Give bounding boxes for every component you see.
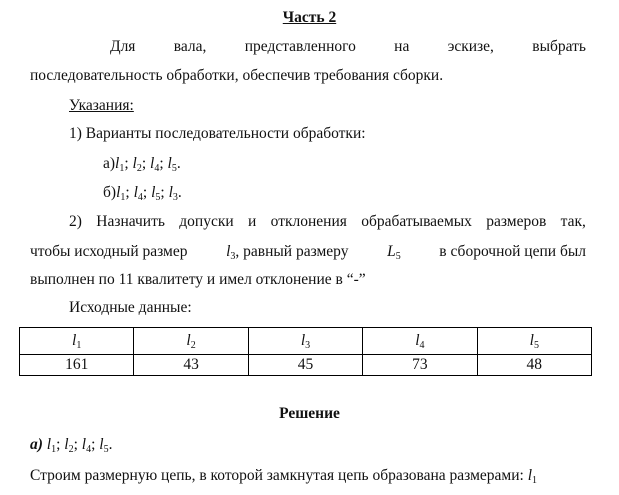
source-data-table xyxy=(19,327,592,376)
table-header-row xyxy=(20,328,592,355)
table-header-cell: $l_3$ xyxy=(248,328,362,355)
table-header-cell: $l_1$ xyxy=(20,328,134,355)
option-a-label: а) xyxy=(103,155,116,172)
table-cell: 45 xyxy=(248,355,362,376)
table-header-cell: $l_4$ xyxy=(363,328,477,355)
instruction-item-1: 1) Варианты последовательности обработки: xyxy=(69,125,366,142)
table-header-cell: $l_5$ xyxy=(477,328,591,355)
item2-word: так, xyxy=(560,213,586,230)
table-cell: 43 xyxy=(134,355,248,376)
table-cell: 161 xyxy=(20,355,134,376)
solution-a-label: а) xyxy=(30,436,43,453)
task-word: вала, xyxy=(173,38,207,55)
table-header-cell: $l_2$ xyxy=(134,328,248,355)
option-b-label: б) xyxy=(103,184,117,201)
option-b: $б)l_1$; $l_4$; $l_5$; $l_3$. xyxy=(103,184,182,203)
instruction-item-2-line-1 xyxy=(30,212,586,232)
item2-word: размеров xyxy=(486,213,547,230)
task-line-2: последовательность обработки, обеспечив требования сборки. xyxy=(30,67,444,84)
task-line-1 xyxy=(30,37,586,57)
source-data-heading: Исходные данные: xyxy=(69,299,192,316)
item2-text: чтобы исходный размер xyxy=(30,243,188,260)
table-cell: 48 xyxy=(477,355,591,376)
solution-text: Строим размерную цепь, в которой замкнутая цепь образована размерами: $l_1$ xyxy=(30,467,537,486)
task-word: представленного xyxy=(244,38,356,55)
table-row xyxy=(20,355,592,376)
option-a: $а)l_1$; $l_2$; $l_4$; $l_5$. xyxy=(103,155,181,174)
solution-heading: Решение xyxy=(279,405,340,422)
item2-word: отклонения xyxy=(270,213,347,230)
item2-text: в сборочной цепи был xyxy=(439,243,586,260)
item2-word: Назначить xyxy=(96,213,165,230)
solution-option-a: а) $l_1$; $l_2$; $l_4$; $l_5$. xyxy=(30,436,113,455)
instruction-item-2-line-3: выполнен по 11 квалитету и имел отклонение в “-” xyxy=(30,271,366,288)
task-word: эскизе, xyxy=(447,38,494,55)
task-word: выбрать xyxy=(532,38,586,55)
item2-word: и xyxy=(248,213,257,230)
table-cell: 73 xyxy=(363,355,477,376)
item2-word: обрабатываемых xyxy=(361,213,472,230)
task-word: на xyxy=(394,38,410,55)
item2-word: 2) xyxy=(69,213,82,230)
item2-word: допуски xyxy=(179,213,234,230)
task-word: Для xyxy=(110,38,136,55)
instructions-heading: Указания: xyxy=(69,97,134,114)
instruction-item-2-line-2: чтобы исходный размер $l_3$, равный размеру $L_5$ в сборочной цепи был xyxy=(30,242,586,267)
page-title: Часть 2 xyxy=(282,9,337,26)
